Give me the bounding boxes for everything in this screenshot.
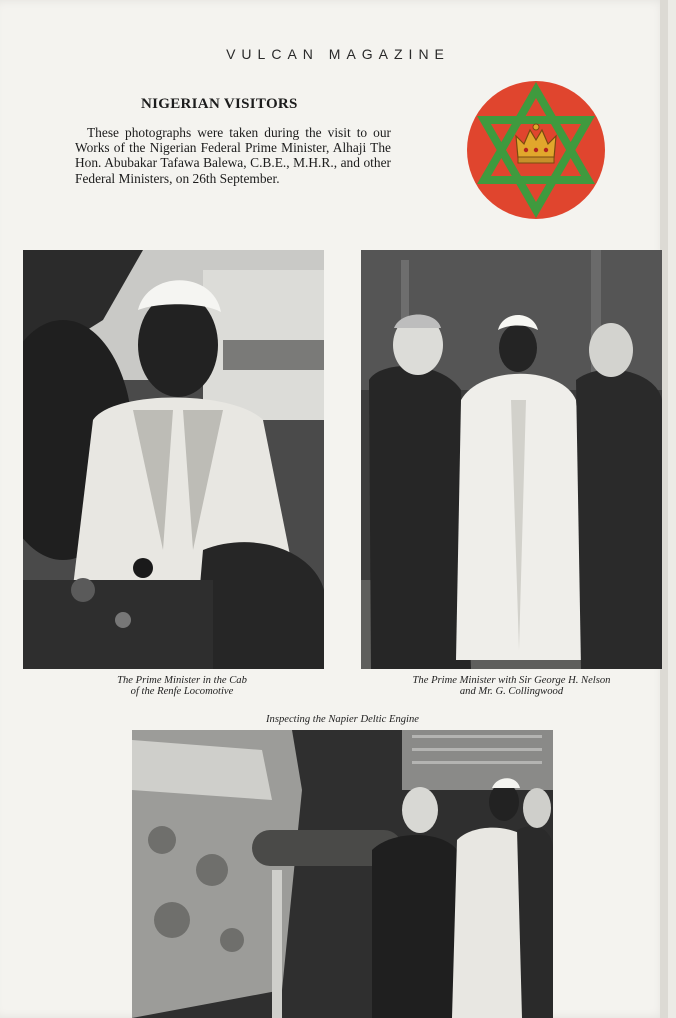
caption-photo-2-line-1: The Prime Minister with Sir George H. Nelson: [412, 675, 611, 686]
photo-prime-minister-with-nelson: [361, 250, 662, 669]
caption-photo-3: Inspecting the Napier Deltic Engine: [266, 714, 419, 725]
masthead: VULCAN MAGAZINE: [226, 46, 450, 62]
caption-photo-1-line-2: of the Renfe Locomotive: [130, 686, 234, 697]
photo-prime-minister-in-cab: [23, 250, 324, 669]
article-title: NIGERIAN VISITORS: [141, 96, 298, 112]
article-body: These photographs were taken during the visit to our Works of the Nigerian Federal Prime Minister, Alhaji The Hon. Abubakar Tafawa Balewa, C.B.E., M.H.R., and other Federal Ministers, on 26th September.: [75, 125, 391, 186]
caption-photo-1-line-1: The Prime Minister in the Cab: [117, 675, 247, 686]
caption-photo-1: [23, 675, 341, 697]
photo-napier-deltic-engine: [132, 730, 553, 1018]
caption-photo-2: [361, 675, 662, 697]
star-crown-emblem-icon: [466, 80, 606, 220]
caption-photo-2-line-2: and Mr. G. Collingwood: [459, 686, 564, 697]
